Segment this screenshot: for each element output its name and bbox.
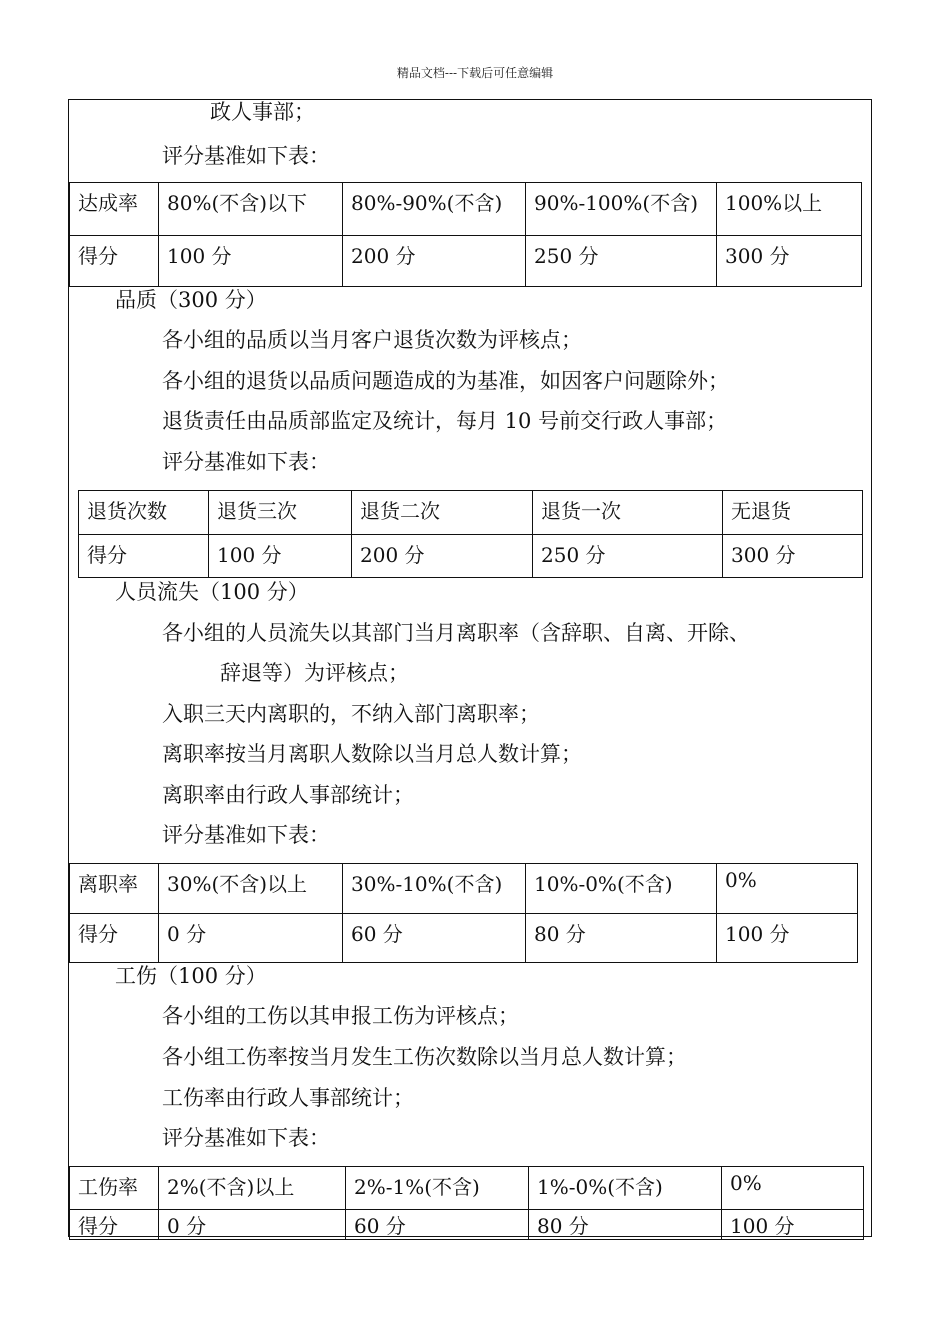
table-cell: 300 分: [723, 535, 863, 578]
quality-title: 品质（300 分）: [115, 288, 267, 312]
table-cell: 得分: [70, 236, 159, 287]
table-cell: 80 分: [526, 914, 717, 963]
injury-line-3: 工伤率由行政人事部统计；: [162, 1086, 414, 1110]
table-cell: 1%-0%(不含): [529, 1167, 722, 1210]
table-cell: 300 分: [717, 236, 862, 287]
table-cell: 退货一次: [533, 491, 723, 535]
table-cell: 60 分: [343, 914, 526, 963]
table-cell: 60 分: [346, 1210, 529, 1240]
page-header: 精品文档---下载后可任意编辑: [396, 66, 554, 80]
table-cell: 100 分: [722, 1210, 864, 1240]
quality-score-table: [78, 490, 863, 578]
table-cell: 2%-1%(不含): [346, 1167, 529, 1210]
table-row: [70, 1167, 864, 1210]
table-cell: 退货二次: [352, 491, 533, 535]
injury-score-table: [69, 1166, 864, 1240]
turnover-line-5: 离职率由行政人事部统计；: [162, 783, 414, 807]
table-cell: 100 分: [159, 236, 343, 287]
injury-line-1: 各小组的工伤以其申报工伤为评核点；: [162, 1004, 519, 1028]
table-cell: 0%: [722, 1167, 864, 1210]
injury-line-2: 各小组工伤率按当月发生工伤次数除以当月总人数计算；: [162, 1045, 687, 1069]
injury-line-4: 评分基准如下表：: [162, 1126, 330, 1150]
table-cell: 80%(不含)以下: [159, 183, 343, 236]
turnover-line-3: 入职三天内离职的，不纳入部门离职率；: [162, 702, 540, 726]
table-cell: 30%-10%(不含): [343, 864, 526, 914]
table-cell: 达成率: [70, 183, 159, 236]
table-row: [79, 491, 863, 535]
table-cell: 100%以上: [717, 183, 862, 236]
table-row: [70, 236, 862, 287]
table-cell: 退货次数: [79, 491, 209, 535]
table-cell: 80%-90%(不含): [343, 183, 526, 236]
table-cell: 得分: [70, 914, 159, 963]
table-cell: 10%-0%(不含): [526, 864, 717, 914]
table-row: [70, 1210, 864, 1240]
table-row: [70, 914, 858, 963]
table-cell: 250 分: [526, 236, 717, 287]
table-cell: 得分: [79, 535, 209, 578]
achievement-score-table: [69, 182, 862, 287]
table-cell: 100 分: [717, 914, 858, 963]
table-cell: 80 分: [529, 1210, 722, 1240]
table-cell: 工伤率: [70, 1167, 159, 1210]
table-cell: 离职率: [70, 864, 159, 914]
quality-line-3: 退货责任由品质部监定及统计，每月 10 号前交行政人事部；: [162, 409, 728, 433]
table-cell: 0 分: [159, 914, 343, 963]
table-cell: 250 分: [533, 535, 723, 578]
table-cell: 0%: [717, 864, 858, 914]
table-cell: 200 分: [343, 236, 526, 287]
turnover-title: 人员流失（100 分）: [115, 580, 309, 604]
table-cell: 退货三次: [209, 491, 352, 535]
injury-title: 工伤（100 分）: [115, 964, 267, 988]
turnover-line-2: 辞退等）为评核点；: [220, 661, 409, 685]
table-row: [70, 183, 862, 236]
quality-line-4: 评分基准如下表：: [162, 450, 330, 474]
intro-line-2: 评分基准如下表：: [162, 144, 330, 168]
table-cell: 90%-100%(不含): [526, 183, 717, 236]
table-row: [70, 864, 858, 914]
quality-line-1: 各小组的品质以当月客户退货次数为评核点；: [162, 328, 582, 352]
table-cell: 30%(不含)以上: [159, 864, 343, 914]
turnover-score-table: [69, 863, 858, 963]
turnover-line-4: 离职率按当月离职人数除以当月总人数计算；: [162, 742, 582, 766]
table-cell: 100 分: [209, 535, 352, 578]
table-cell: 得分: [70, 1210, 159, 1240]
table-cell: 无退货: [723, 491, 863, 535]
turnover-line-1: 各小组的人员流失以其部门当月离职率（含辞职、自离、开除、: [162, 621, 750, 645]
quality-line-2: 各小组的退货以品质问题造成的为基准，如因客户问题除外；: [162, 369, 729, 393]
turnover-line-6: 评分基准如下表：: [162, 823, 330, 847]
table-cell: 0 分: [159, 1210, 346, 1240]
table-cell: 200 分: [352, 535, 533, 578]
intro-line-1: 政人事部；: [210, 100, 315, 124]
table-row: [79, 535, 863, 578]
table-cell: 2%(不含)以上: [159, 1167, 346, 1210]
